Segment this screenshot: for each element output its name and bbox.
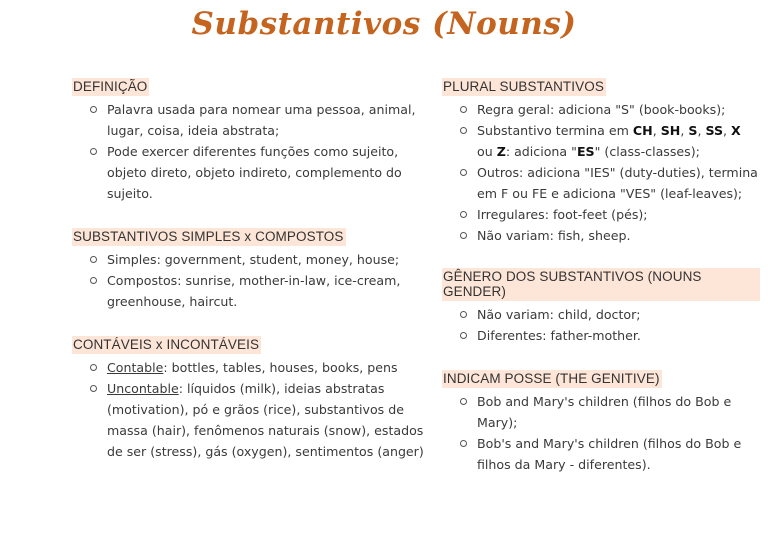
contaveis-list bbox=[72, 357, 437, 462]
simples-list bbox=[72, 249, 437, 312]
ending-ss: SS bbox=[705, 123, 724, 138]
text-fragment: , bbox=[723, 123, 732, 138]
list-item: Outros: adiciona "IES" (duty-duties), termina em F ou FE e adiciona "VES" (leaf-leaves); bbox=[458, 162, 760, 204]
left-column bbox=[72, 76, 437, 484]
uncontable-label: Uncontable bbox=[107, 381, 179, 396]
list-item: Diferentes: father-mother. bbox=[458, 325, 760, 346]
genero-list bbox=[442, 304, 760, 346]
list-item: Irregulares: foot-feet (pés); bbox=[458, 204, 760, 225]
ending-x: X bbox=[731, 123, 741, 138]
list-item: Simples: government, student, money, house; bbox=[88, 249, 437, 270]
text-fragment: ou bbox=[477, 144, 497, 159]
list-item: Palavra usada para nomear uma pessoa, animal, lugar, coisa, ideia abstrata; bbox=[88, 99, 437, 141]
list-item bbox=[458, 120, 760, 162]
definicao-list bbox=[72, 99, 437, 204]
section-contaveis bbox=[72, 334, 437, 462]
ending-z: Z bbox=[496, 144, 506, 159]
text-fragment: , bbox=[680, 123, 689, 138]
section-heading-definicao: DEFINIÇÃO bbox=[73, 79, 148, 94]
section-heading-plural: PLURAL SUBSTANTIVOS bbox=[443, 79, 604, 94]
right-column bbox=[442, 76, 760, 497]
section-genero bbox=[442, 268, 760, 346]
section-definicao bbox=[72, 76, 437, 204]
page-title: Substantivos (Nouns) bbox=[191, 6, 577, 42]
list-item bbox=[88, 357, 437, 378]
list-item: Bob and Mary's children (filhos do Bob e Mary); bbox=[458, 391, 760, 433]
contable-label: Contable bbox=[107, 360, 164, 375]
section-posse bbox=[442, 368, 760, 475]
contable-text: : bottles, tables, houses, books, pens bbox=[163, 360, 398, 375]
section-plural bbox=[442, 76, 760, 246]
text-fragment: , bbox=[697, 123, 706, 138]
list-item: Não variam: child, doctor; bbox=[458, 304, 760, 325]
section-heading-contaveis: CONTÁVEIS x INCONTÁVEIS bbox=[73, 337, 260, 352]
section-heading-genero: GÊNERO DOS SUBSTANTIVOS (NOUNS GENDER) bbox=[442, 268, 760, 301]
list-item: Bob's and Mary's children (filhos do Bob e filhos da Mary - diferentes). bbox=[458, 433, 760, 475]
section-heading-posse: INDICAM POSSE (THE GENITIVE) bbox=[443, 371, 660, 386]
uncontable-text: : líquidos (milk), ideias abstratas (motivation), pó e grãos (rice), substantivos de massa (hair), fenômenos naturais (snow), estados de ser (stress), gás (oxygen), sentimentos (anger) bbox=[107, 381, 424, 459]
ending-ch: CH bbox=[632, 123, 653, 138]
posse-list bbox=[442, 391, 760, 475]
text-fragment: Substantivo termina em bbox=[477, 123, 633, 138]
list-item bbox=[88, 378, 437, 462]
ending-s: S bbox=[688, 123, 698, 138]
text-fragment: " (class-classes); bbox=[594, 144, 700, 159]
ending-es: ES bbox=[576, 144, 595, 159]
list-item: Compostos: sunrise, mother-in-law, ice-cream, greenhouse, haircut. bbox=[88, 270, 437, 312]
text-fragment: : adiciona " bbox=[505, 144, 577, 159]
list-item: Não variam: fish, sheep. bbox=[458, 225, 760, 246]
list-item: Pode exercer diferentes funções como sujeito, objeto direto, objeto indireto, complemento do sujeito. bbox=[88, 141, 437, 204]
ending-sh: SH bbox=[660, 123, 681, 138]
plural-list bbox=[442, 99, 760, 246]
list-item: Regra geral: adiciona "S" (book-books); bbox=[458, 99, 760, 120]
text-fragment: , bbox=[652, 123, 661, 138]
section-heading-simples-compostos: SUBSTANTIVOS SIMPLES x COMPOSTOS bbox=[73, 229, 344, 244]
section-simples-compostos bbox=[72, 226, 437, 312]
